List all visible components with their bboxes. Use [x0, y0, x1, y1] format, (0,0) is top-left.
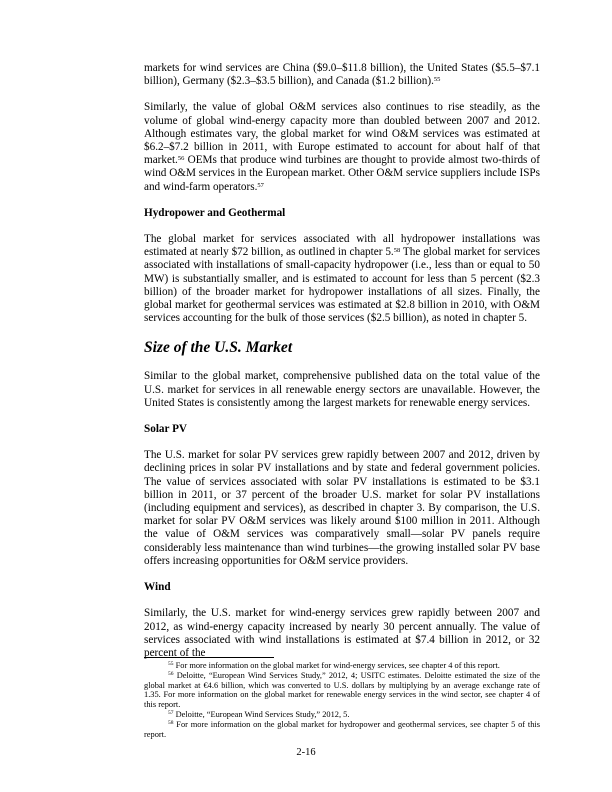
page-body	[144, 62, 540, 660]
footnote-text: Deloitte, “European Wind Services Study,” 2012, 5.	[173, 709, 350, 719]
paragraph-text: The global market for services associated with all hydropower installations was estimated at nearly $72 billion, as outlined in chapter 5.	[144, 233, 540, 259]
footnote-text: For more information on the global market for hydropower and geothermal services, see chapter 5 of this report.	[144, 719, 540, 739]
footnote-ref-55[interactable]: 55	[433, 76, 441, 84]
paragraph-us-market: Similar to the global market, comprehensive published data on the total value of the U.S. market for services in all renewable energy sectors are unavailable. However, the United States is consistently among the largest markets for renewable energy services.	[144, 370, 540, 409]
paragraph-text: OEMs that produce wind turbines are thought to provide almost two-thirds of wind O&M services in the European market. Other O&M service suppliers include ISPs and wind-farm operators.	[144, 154, 540, 193]
paragraph-solar-pv: The U.S. market for solar PV services grew rapidly between 2007 and 2012, driven by declining prices in solar PV installations and by state and federal government policies. The value of services associated with solar PV installations is estimated to be $3.1 billion in 2011, or 37 percent of the broader U.S. market for solar PV installations (including equipment and services), as described in chapter 3. By comparison, the U.S. market for solar PV O&M services was likely around $100 million in 2011. Although the value of O&M services was comparatively small—solar PV panels require considerably less maintenance than wind turbines—the growing installed solar PV base offers increasing opportunities for O&M service providers.	[144, 449, 540, 567]
footnote-number: 57	[168, 709, 174, 716]
paragraph-wind-markets	[144, 62, 540, 88]
heading-hydropower-geothermal: Hydropower and Geothermal	[144, 206, 286, 219]
paragraph-text: markets for wind services are China ($9.0–$11.8 billion), the United States ($5.5–$7.1 billion), Germany ($2.3–$3.5 billion), and Canada ($1.2 billion).	[144, 62, 540, 88]
footnote-divider	[144, 657, 274, 658]
footnote-ref-57[interactable]: 57	[257, 181, 264, 189]
footnote-text: For more information on the global market for wind-energy services, see chapter 4 of this report.	[173, 661, 500, 670]
footnote-ref-56[interactable]: 56	[177, 155, 185, 163]
section-title-us-market: Size of the U.S. Market	[144, 339, 293, 357]
footnote-text: Deloitte, “European Wind Services Study,” 2012, 4; USITC estimates. Deloitte estimated the size of the global market at €4.6 billion, which was converted to U.S. dollars by multiplying by an average exchange rate of 1.35. For more information on the global market for renewable energy services in the wind sector, see chapter 4 of this report.	[144, 670, 540, 710]
paragraph-us-wind: Similarly, the U.S. market for wind-energy services grew rapidly between 2007 and 2012, as wind-energy capacity increased by nearly 30 percent annually. The value of services associated with wind installations is estimated at $7.4 billion in 2012, or 32 percent of the	[144, 607, 540, 659]
footnote-56	[144, 671, 540, 710]
paragraph-hydropower	[144, 233, 540, 325]
footnotes	[144, 661, 540, 739]
paragraph-text: Similarly, the value of global O&M services also continues to rise steadily, as the volume of global wind-energy capacity more than doubled between 2007 and 2012. Although estimates vary, the global market for wind O&M services was estimated at $6.2–$7.2 billion in 2011, with Europe estimated to account for about half of that market.	[144, 101, 540, 167]
footnote-number: 55	[168, 661, 174, 667]
footnote-57	[144, 710, 540, 720]
heading-solar-pv: Solar PV	[144, 423, 187, 436]
paragraph-text: The global market for services associated with installations of small-capacity hydropower (i.e., less than or equal to 50 MW) is substantially smaller, and is estimated to account for less than 5 percent ($2.3 billion) of the broader market for hydropower installations of all sizes. Finally, the global market for geothermal services was estimated at $2.8 billion in 2010, with O&M services accounting for the bulk of those services ($2.5 billion), as noted in chapter 5.	[144, 246, 540, 325]
page-number: 2-16	[296, 747, 316, 758]
footnote-number: 56	[168, 670, 174, 677]
footnote-number: 58	[168, 719, 174, 726]
footnote-55	[144, 661, 540, 671]
paragraph-global-om	[144, 101, 540, 193]
footnote-58	[144, 720, 540, 740]
heading-wind: Wind	[144, 581, 171, 594]
footnote-ref-58[interactable]: 58	[393, 247, 401, 255]
